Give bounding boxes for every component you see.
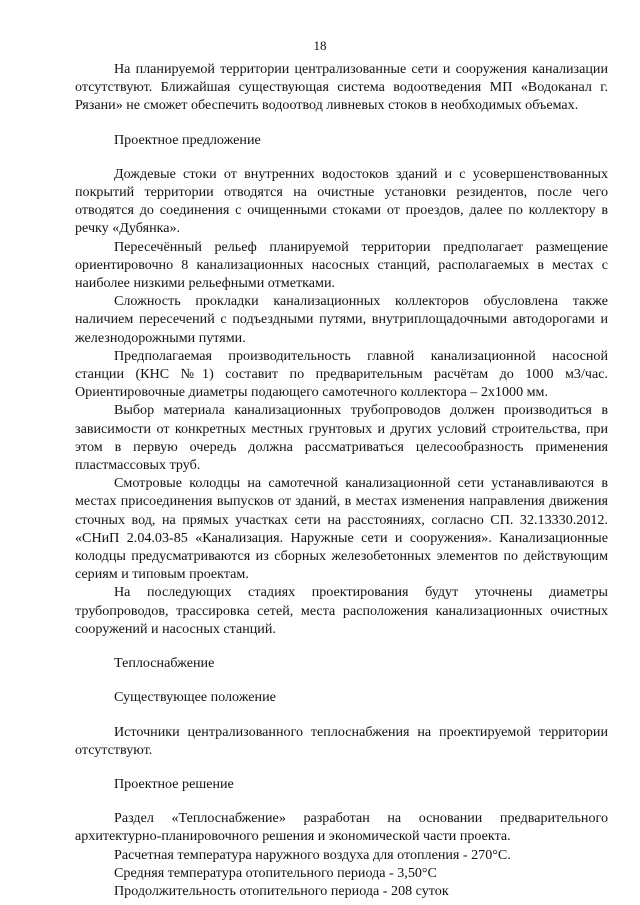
paragraph-heat-sources-absence: Источники централизованного теплоснабжения на проектируемой территории отсутствуют. [75,723,608,758]
heading-project-proposal: Проектное предложение [114,131,261,148]
paragraph-average-heating-temperature: Средняя температура отопительного периода - 3,50°С [114,864,437,881]
page-number: 18 [313,38,327,53]
paragraph-main-pump-capacity: Предполагаемая производительность главной канализационной насосной станции (КНС №1) составит по предварительным расчётам до 1000 м3/час. Ориентировочные диаметры подающего самотечного коллектора – 2х1000 мм. [75,347,608,401]
paragraph-next-design-stages: На последующих стадиях проектирования будут уточнены диаметры трубопроводов, трассировка сетей, места расположения канализационных очистных сооружений и насосных станций. [75,584,608,637]
paragraph-heat-section-basis: Раздел «Теплоснабжение» разработан на основании предварительного архитектурно-планировочного решения и экономической части проекта. [75,810,608,845]
spacer [75,759,608,775]
heading-project-solution: Проектное решение [114,775,234,792]
heading-heat-supply: Теплоснабжение [114,655,215,672]
spacer [75,672,608,688]
paragraph-heating-period-duration: Продолжительность отопительного периода - 208 суток [114,882,449,899]
heading-existing-situation: Существующее положение [114,689,276,706]
paragraph-rain-runoff: Дождевые стоки от внутренних водостоков зданий и с усовершенствованных покрытий территории отводятся на очистные установки резидентов, после чего отводятся до соединения с очищенными стоками от проездов, далее по коллектору в речку «Дубянка». [75,165,608,237]
spacer [75,793,608,809]
paragraph-outdoor-design-temperature: Расчетная температура наружного воздуха для отопления - 270°С. [114,846,511,863]
document-body [75,60,608,900]
spacer [75,638,608,654]
paragraph-pump-stations: Пересечённый рельеф планируемой территории предполагает размещение ориентировочно 8 канализационных насосных станций, располагаемых в местах с наиболее низкими рельефными отметками. [75,238,608,292]
paragraph-collector-complexity: Сложность прокладки канализационных коллекторов обусловлена также наличием пересечений с подъездными путями, внутриплощадочными автодорогами и железнодорожными путями. [75,293,608,346]
paragraph-sewerage-absence: На планируемой территории централизованные сети и сооружения канализации отсутствуют. Ближайшая существующая система водоотведения МП «Водоканал г. Рязани» не сможет обеспечить водоотвод ливневых стоков в необходимых объемах. [75,61,608,114]
spacer [75,707,608,723]
spacer [75,149,608,165]
paragraph-pipe-material: Выбор материала канализационных трубопроводов должен производиться в зависимости от конкретных местных грунтовых и других условий строительства, при этом в первую очередь должна рассматриваться целесообразность применения пластмассовых труб. [75,402,608,474]
paragraph-inspection-wells: Смотровые колодцы на самотечной канализационной сети устанавливаются в местах присоединения выпусков от зданий, в местах изменения направления движения сточных вод, на прямых участках сети на расстояниях, согласно СП. 32.13330.2012. «СНиП 2.04.03-85 «Канализация. Наружные сети и сооружения». Канализационные колодцы предусматриваются из сборных железобетонных элементов по действующим сериям и типовым проектам. [75,475,608,583]
spacer [75,115,608,131]
